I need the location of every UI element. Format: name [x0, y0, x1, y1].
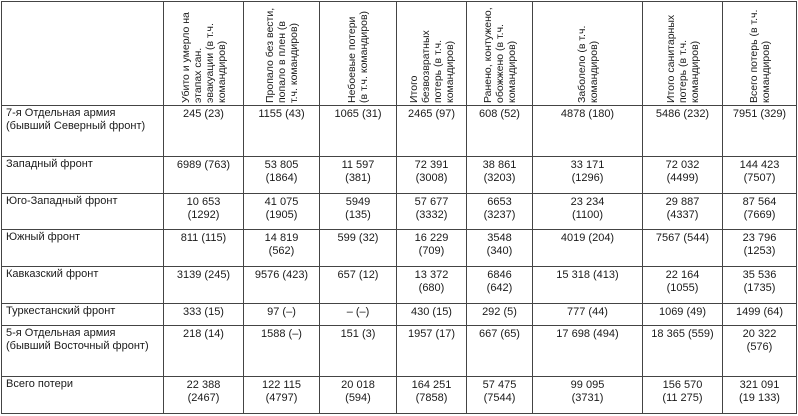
cell-value: 20 322	[742, 328, 777, 341]
cell-value: 599 (32)	[337, 232, 379, 245]
cell-value: 72 032	[665, 158, 700, 171]
cell-value: (340)	[486, 245, 513, 258]
table-cell	[723, 326, 797, 377]
cell-value: 22 388	[186, 379, 221, 392]
cell-value: 11 597	[341, 158, 375, 171]
table-cell	[533, 326, 643, 377]
row-label: Всего потери	[2, 377, 164, 414]
cell-value: 23 796	[742, 232, 777, 245]
column-header: Убито и умерло на этапах сан. эвакуации (в т.ч. командиров)	[164, 2, 244, 106]
table-cell	[320, 303, 397, 325]
table-cell	[723, 193, 797, 230]
table-cell	[320, 230, 397, 267]
table-cell	[533, 106, 643, 157]
table-cell	[467, 193, 533, 230]
cell-value: (709)	[418, 245, 445, 258]
table-cell	[643, 326, 723, 377]
table-cell	[244, 230, 320, 267]
cell-value: 9576 (423)	[254, 269, 309, 282]
table-cell	[164, 326, 244, 377]
table-cell	[320, 326, 397, 377]
table-cell	[467, 303, 533, 325]
cell-value: (3008)	[415, 171, 448, 184]
table-cell	[164, 377, 244, 414]
cell-value: 14 819	[264, 232, 299, 245]
table-row	[2, 156, 797, 193]
table-cell	[164, 230, 244, 267]
cell-value: (7858)	[415, 392, 448, 405]
table-cell	[723, 267, 797, 304]
table-cell	[397, 230, 467, 267]
cell-value: 144 423	[739, 158, 780, 171]
table-row	[2, 303, 797, 325]
table-cell	[533, 267, 643, 304]
cell-value: 23 234	[570, 195, 605, 208]
table-cell	[533, 193, 643, 230]
cell-value: 811 (115)	[180, 232, 227, 245]
cell-value: 99 095	[570, 379, 605, 392]
cell-value: (576)	[746, 341, 773, 354]
cell-value: 777 (44)	[567, 305, 608, 318]
table-cell	[643, 303, 723, 325]
cell-value: (4499)	[666, 171, 699, 184]
table-cell	[643, 230, 723, 267]
cell-value: 33 171	[570, 158, 605, 171]
table-cell	[533, 156, 643, 193]
cell-value: 4019 (204)	[560, 232, 615, 245]
table-cell	[643, 156, 723, 193]
table-cell	[397, 377, 467, 414]
cell-value: 10 653	[186, 195, 221, 208]
table-cell	[397, 303, 467, 325]
table-cell	[533, 230, 643, 267]
cell-value: 164 251	[411, 379, 452, 392]
cell-value: 430 (15)	[411, 305, 452, 318]
cell-value: 7951 (329)	[732, 108, 787, 120]
cell-value: 1069 (49)	[658, 305, 707, 318]
table-cell	[244, 106, 320, 157]
cell-value: – (–)	[346, 305, 370, 318]
cell-value: 20 018	[341, 379, 375, 392]
cell-value: 657 (12)	[337, 269, 379, 282]
table-cell	[533, 303, 643, 325]
cell-value: (3332)	[415, 208, 448, 221]
cell-value: 87 564	[742, 195, 777, 208]
table-row	[2, 326, 797, 377]
table-cell	[723, 156, 797, 193]
table-row	[2, 267, 797, 304]
cell-value: (7669)	[743, 208, 776, 221]
losses-table	[1, 1, 797, 414]
cell-value: (680)	[418, 282, 445, 295]
cell-value: (1100)	[572, 208, 603, 221]
table-cell	[244, 193, 320, 230]
cell-value: 29 887	[665, 195, 700, 208]
column-header: Пропало без вести, попало в плен (в т.ч. командиров)	[244, 2, 320, 106]
cell-value: 38 861	[482, 158, 517, 171]
cell-value: (562)	[268, 245, 295, 258]
table-cell	[244, 326, 320, 377]
cell-value: (1253)	[743, 245, 776, 258]
table-cell	[164, 193, 244, 230]
cell-value: (642)	[486, 282, 513, 295]
cell-value: 97 (–)	[267, 305, 296, 318]
cell-value: 333 (15)	[183, 305, 224, 318]
row-label: Западный фронт	[2, 156, 164, 193]
table-cell	[643, 377, 723, 414]
cell-value: 13 372	[414, 269, 449, 282]
cell-value: 321 091	[739, 379, 780, 392]
table-cell	[643, 267, 723, 304]
table-row	[2, 230, 797, 267]
table-row	[2, 193, 797, 230]
table-cell	[244, 303, 320, 325]
cell-value: 16 229	[414, 232, 449, 245]
table-cell	[244, 377, 320, 414]
cell-value: (4337)	[666, 208, 699, 221]
cell-value: 3139 (245)	[176, 269, 231, 282]
table-cell	[164, 156, 244, 193]
cell-value: 35 536	[742, 269, 777, 282]
cell-value: (1864)	[265, 171, 298, 184]
cell-value: 151 (3)	[340, 328, 376, 341]
cell-value: (1055)	[666, 282, 699, 295]
cell-value: 245 (23)	[183, 108, 224, 120]
column-header: Небоевые потери (в т.ч. командиров)	[320, 2, 397, 106]
table-cell	[643, 106, 723, 157]
table-cell	[397, 193, 467, 230]
column-header: Заболело (в т.ч. командиров)	[533, 2, 643, 106]
cell-value: 22 164	[665, 269, 700, 282]
row-label: 7-я Отдельная армия (бывший Северный фронт)	[2, 106, 164, 157]
cell-value: (19 133)	[739, 392, 780, 405]
table-cell	[320, 106, 397, 157]
cell-value: (1292)	[187, 208, 220, 221]
table-cell	[244, 267, 320, 304]
cell-value: (3203)	[483, 171, 516, 184]
cell-value: (7507)	[743, 171, 776, 184]
table-cell	[723, 106, 797, 157]
cell-value: (381)	[345, 171, 371, 184]
cell-value: (1735)	[743, 282, 776, 295]
cell-value: (594)	[345, 392, 371, 405]
cell-value: 7567 (544)	[655, 232, 710, 245]
table-cell	[244, 156, 320, 193]
cell-value: 6653	[487, 195, 512, 208]
table-cell	[164, 106, 244, 157]
cell-value: 1588 (–)	[261, 328, 302, 341]
table-cell	[467, 377, 533, 414]
table-cell	[467, 106, 533, 157]
table-cell	[467, 267, 533, 304]
column-header: Всего потерь (в т.ч. командиров)	[723, 2, 797, 106]
cell-value: (3731)	[571, 392, 604, 405]
cell-value: 1155 (43)	[258, 108, 305, 120]
table-cell	[723, 377, 797, 414]
cell-value: 41 075	[264, 195, 299, 208]
cell-value: 218 (14)	[183, 328, 224, 341]
cell-value: 156 570	[662, 379, 703, 392]
cell-value: 122 115	[262, 379, 301, 392]
cell-value: 15 318 (413)	[556, 269, 619, 282]
table-cell	[723, 230, 797, 267]
table-cell	[320, 193, 397, 230]
cell-value: 667 (65)	[479, 328, 520, 341]
cell-value: 6989 (763)	[176, 158, 231, 171]
row-label: Туркестанский фронт	[2, 303, 164, 325]
cell-value: 2465 (97)	[407, 108, 456, 120]
column-header: Итого безвозвратных потерь (в т.ч. командиров)	[397, 2, 467, 106]
row-label: Кавказский фронт	[2, 267, 164, 304]
header-row	[2, 2, 797, 106]
table-cell	[643, 193, 723, 230]
table-cell	[164, 303, 244, 325]
cell-value: (1905)	[265, 208, 298, 221]
table-cell	[320, 377, 397, 414]
header-corner-cell	[2, 2, 164, 106]
table-cell	[320, 156, 397, 193]
table-cell	[723, 303, 797, 325]
cell-value: 1957 (17)	[407, 328, 456, 341]
table-row	[2, 377, 797, 414]
cell-value: 18 365 (559)	[651, 328, 714, 341]
cell-value: (2467)	[187, 392, 220, 405]
cell-value: 5486 (232)	[655, 108, 710, 120]
row-label: Юго-Западный фронт	[2, 193, 164, 230]
table-cell	[467, 326, 533, 377]
table-cell	[467, 156, 533, 193]
row-label: Южный фронт	[2, 230, 164, 267]
table-cell	[467, 230, 533, 267]
cell-value: 53 805	[264, 158, 299, 171]
cell-value: 57 475	[482, 379, 517, 392]
cell-value: 17 698 (494)	[556, 328, 619, 341]
cell-value: 6846	[487, 269, 512, 282]
cell-value: 292 (5)	[482, 305, 517, 318]
cell-value: 57 677	[414, 195, 449, 208]
cell-value: (11 275)	[662, 392, 703, 405]
cell-value: (7544)	[483, 392, 516, 405]
column-header: Ранено, контужено, обожжено (в т.ч. командиров)	[467, 2, 533, 106]
row-label: 5-я Отдельная армия (бывший Восточный фронт)	[2, 326, 164, 377]
table-cell	[533, 377, 643, 414]
column-header: Итого санитарных потерь (в т.ч. командиров)	[643, 2, 723, 106]
cell-value: 72 391	[414, 158, 449, 171]
cell-value: 4878 (180)	[560, 108, 615, 120]
table-cell	[397, 156, 467, 193]
cell-value: 1499 (64)	[735, 305, 784, 318]
table-cell	[397, 326, 467, 377]
table-cell	[164, 267, 244, 304]
table-row	[2, 106, 797, 157]
cell-value: 608 (52)	[479, 108, 520, 120]
cell-value: 5949	[345, 195, 371, 208]
cell-value: (1296)	[571, 171, 604, 184]
cell-value: (3237)	[483, 208, 516, 221]
table-cell	[397, 267, 467, 304]
cell-value: 1065 (31)	[334, 108, 382, 120]
cell-value: (4797)	[265, 392, 298, 405]
cell-value: 3548	[487, 232, 512, 245]
table-cell	[397, 106, 467, 157]
table-cell	[320, 267, 397, 304]
cell-value: (135)	[345, 208, 371, 221]
